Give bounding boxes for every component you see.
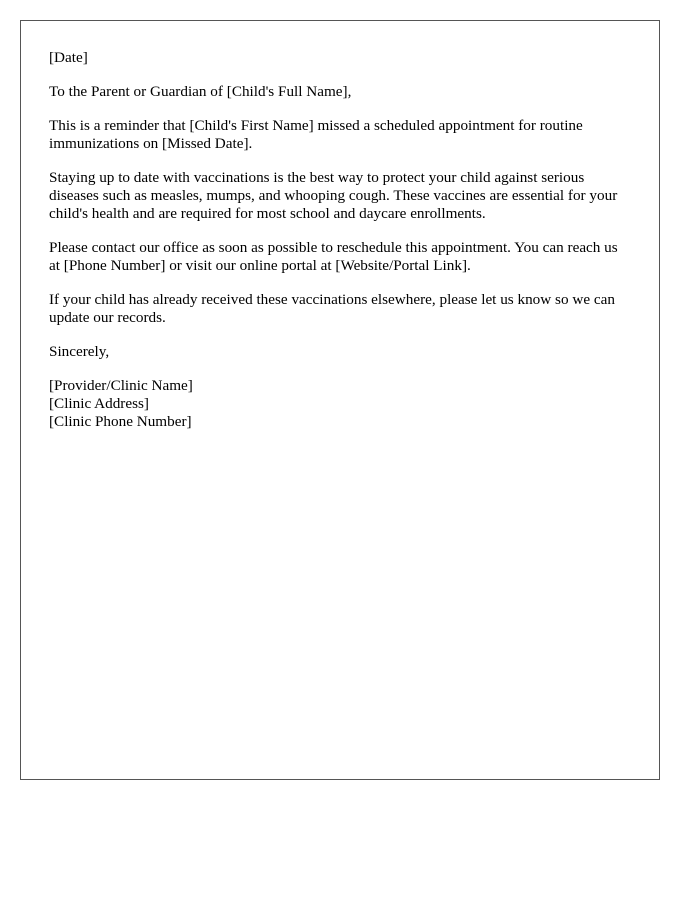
signature-clinic-address: [Clinic Address] [49, 395, 149, 412]
letter-paragraph-contact: Please contact our office as soon as possible to reschedule this appointment. You can reach us at [Phone Number] or visit our online portal at [Website/Portal Link]. [49, 239, 618, 274]
letter-paragraph-reminder: This is a reminder that [Child's First Name] missed a scheduled appointment for routine immunizations on [Missed Date]. [49, 117, 583, 152]
letter-paragraph-records: If your child has already received these vaccinations elsewhere, please let us know so we can update our records. [49, 291, 615, 326]
signature-clinic-phone: [Clinic Phone Number] [49, 413, 192, 430]
letter-signature [49, 377, 631, 431]
letter-closing: Sincerely, [49, 343, 110, 360]
letter-page [20, 20, 660, 780]
letter-salutation: To the Parent or Guardian of [Child's Full Name], [49, 83, 352, 100]
signature-clinic-name: [Provider/Clinic Name] [49, 377, 193, 394]
letter-date: [Date] [49, 49, 88, 66]
letter-paragraph-importance: Staying up to date with vaccinations is the best way to protect your child against serious diseases such as measles, mumps, and whooping cough. These vaccines are essential for your child's health and are required for most school and daycare enrollments. [49, 169, 618, 222]
